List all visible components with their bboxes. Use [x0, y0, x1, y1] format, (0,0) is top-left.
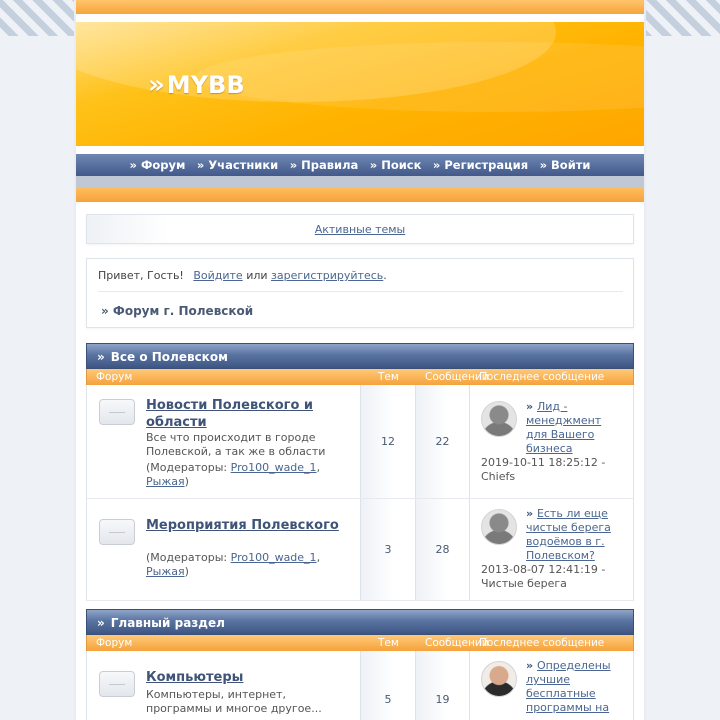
last-post-cell	[469, 499, 633, 600]
topics-count: 3	[360, 499, 415, 600]
category-title: Все о Полевском	[110, 350, 228, 364]
last-post-cell	[469, 651, 633, 720]
register-link[interactable]: зарегистрируйтесь	[271, 269, 384, 282]
forum-row	[86, 651, 634, 720]
double-chevron-icon: »	[129, 158, 137, 172]
top-orange-bar	[76, 0, 644, 14]
col-topics: Тем	[378, 637, 399, 649]
col-last-post: Последнее сообщение	[479, 637, 605, 649]
nav-members[interactable]: » Участники	[196, 158, 279, 172]
welcome-separator	[98, 291, 623, 292]
breadcrumb[interactable]: » Форум г. Полевской	[101, 304, 254, 318]
site-logo[interactable]	[148, 70, 245, 100]
forum-status-icon	[99, 399, 135, 425]
double-chevron-icon: »	[369, 158, 378, 172]
user-avatar[interactable]	[481, 509, 517, 545]
nav-login[interactable]: » Войти	[539, 158, 591, 172]
last-post-link[interactable]: » Определены лучшие бесплатные программы на	[526, 659, 611, 714]
forum-status-icon	[99, 519, 135, 545]
last-post-link[interactable]: » Лид - менеджмент для Вашего бизнеса	[526, 400, 602, 455]
last-post-meta: 2019-10-11 18:25:12 - Chiefs	[481, 456, 606, 483]
forum-title-link[interactable]: Мероприятия Полевского	[146, 518, 339, 533]
login-link[interactable]: Войдите	[193, 269, 243, 282]
posts-count: 19	[415, 651, 469, 720]
header-banner	[76, 22, 644, 146]
col-forum: Форум	[96, 371, 133, 383]
double-chevron-icon: »	[526, 507, 537, 520]
nav-register[interactable]: » Регистрация	[432, 158, 529, 172]
category-block	[86, 343, 634, 601]
forum-title-link[interactable]: Компьютеры	[146, 670, 244, 685]
forum-title-link[interactable]: Новости Полевского и области	[146, 398, 314, 430]
col-forum: Форум	[96, 637, 133, 649]
double-chevron-icon: »	[526, 659, 537, 672]
topics-count: 12	[360, 385, 415, 498]
moderator-link[interactable]: Рыжая	[146, 475, 185, 488]
nav-search[interactable]: » Поиск	[369, 158, 422, 172]
category-header[interactable]	[86, 343, 634, 369]
category-block	[86, 609, 634, 720]
double-chevron-icon: »	[432, 158, 441, 172]
welcome-dot: .	[383, 269, 387, 282]
forum-description: Все что происходит в городе Полевской, а так же в области	[146, 431, 326, 458]
double-chevron-icon: »	[526, 400, 537, 413]
col-posts: Сообщений	[425, 371, 489, 383]
active-topics-box	[86, 214, 634, 244]
nav-forum[interactable]: » Форум	[129, 158, 186, 172]
forum-row	[86, 499, 634, 601]
main-navigation	[76, 154, 644, 176]
logo-chevron-icon: »	[148, 70, 165, 100]
or-text: или	[246, 269, 268, 282]
category-title: Главный раздел	[110, 616, 225, 630]
double-chevron-icon: »	[289, 158, 298, 172]
active-topics-link[interactable]: Активные темы	[314, 223, 406, 236]
orange-divider-bar	[76, 187, 644, 202]
welcome-line	[98, 269, 387, 282]
col-last-post: Последнее сообщение	[479, 371, 605, 383]
col-topics: Тем	[378, 371, 399, 383]
forum-row	[86, 385, 634, 499]
column-header-row	[86, 369, 634, 385]
forum-description: Компьютеры, интернет, программы и многое другое...	[146, 688, 322, 715]
moderator-link[interactable]: Рыжая	[146, 565, 185, 578]
col-posts: Сообщений	[425, 637, 489, 649]
forum-status-icon	[99, 671, 135, 697]
last-post-link[interactable]: » Есть ли еще чистые берега водоёмов в г. Полевском?	[526, 507, 611, 562]
category-header[interactable]	[86, 609, 634, 635]
double-chevron-icon: »	[97, 616, 105, 630]
posts-count: 28	[415, 499, 469, 600]
greeting-text: Привет, Гость!	[98, 269, 184, 282]
moderator-link[interactable]: Pro100_wade_1	[230, 551, 317, 564]
forum-moderators: (Модераторы: Pro100_wade_1, Рыжая)	[146, 461, 321, 488]
last-post-meta: 2013-08-07 12:41:19 - Чистые берега	[481, 563, 606, 590]
page-wrapper	[74, 0, 646, 720]
double-chevron-icon: »	[539, 158, 548, 172]
last-post-cell	[469, 385, 633, 498]
nav-subbar	[76, 176, 644, 187]
moderator-link[interactable]: Pro100_wade_1	[230, 461, 317, 474]
forum-moderators: (Модераторы: Pro100_wade_1, Рыжая)	[146, 551, 321, 578]
posts-count: 22	[415, 385, 469, 498]
user-avatar[interactable]	[481, 661, 517, 697]
column-header-row	[86, 635, 634, 651]
nav-rules[interactable]: » Правила	[289, 158, 359, 172]
double-chevron-icon: »	[97, 350, 105, 364]
double-chevron-icon: »	[196, 158, 205, 172]
logo-text: MYBB	[166, 71, 245, 99]
welcome-box	[86, 258, 634, 328]
user-avatar[interactable]	[481, 401, 517, 437]
topics-count: 5	[360, 651, 415, 720]
